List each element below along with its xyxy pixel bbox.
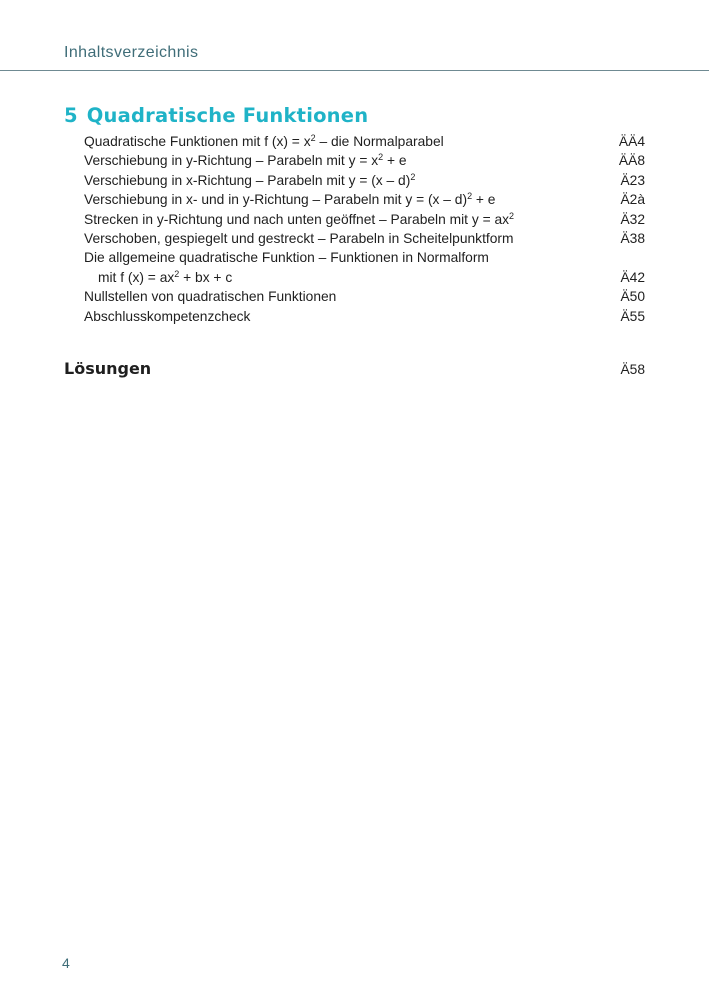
toc-entry[interactable]: [84, 229, 645, 248]
running-head: Inhaltsverzeichnis: [64, 44, 199, 61]
toc-entry-title: Verschiebung in x-Richtung – Parabeln mit y = (x – d)$^2$: [84, 171, 416, 188]
toc-entry[interactable]: [84, 190, 645, 209]
toc-entry-page: Ä23: [620, 172, 645, 188]
toc-list: [84, 132, 645, 326]
toc-entry[interactable]: [84, 248, 645, 267]
toc-entry-title: Verschoben, gespiegelt und gestreckt – Parabeln in Scheitelpunktform: [84, 230, 514, 246]
toc-entry-page: ÄÄ8: [618, 153, 645, 169]
toc-entry-page: Ä32: [620, 211, 645, 227]
solutions-title: Lösungen: [64, 359, 152, 378]
toc-entry[interactable]: [84, 210, 645, 229]
toc-entry-title: Die allgemeine quadratische Funktion – Funktionen in Normalform: [84, 250, 489, 266]
toc-entry[interactable]: [84, 132, 645, 151]
solutions-page: Ä58: [620, 362, 645, 377]
toc-entry[interactable]: [84, 307, 645, 326]
toc-entry-page: Ä42: [620, 269, 645, 285]
toc-entry-title: Strecken in y-Richtung und nach unten geöffnet – Parabeln mit $y = ax^2$: [84, 210, 515, 227]
toc-entry-title: Verschiebung in y-Richtung – Parabeln mit $y = x^2 + e$: [84, 152, 407, 169]
toc-entry[interactable]: [84, 171, 645, 190]
toc-entry-title: mit f $(x) = ax^2$ + bx + c: [98, 268, 233, 285]
chapter-title: Quadratische Funktionen: [86, 104, 369, 127]
toc-entry[interactable]: [84, 151, 645, 170]
toc-entry-title: Abschlusskompetenzcheck: [84, 308, 251, 324]
toc-entry-page: Ä50: [620, 289, 645, 305]
toc-entry-page: ÄÄ4: [618, 134, 645, 149]
toc-entry-title: Nullstellen von quadratischen Funktionen: [84, 289, 337, 305]
toc-entry-page: Ä2à: [620, 192, 645, 208]
solutions-entry[interactable]: [64, 359, 645, 378]
chapter-number: 5: [64, 104, 78, 127]
toc-entry-page: Ä55: [620, 308, 645, 324]
toc-entry-title: Verschiebung in x- und in y-Richtung – Parabeln mit y = (x – d)$^2$ + e: [84, 191, 496, 208]
toc-entry-page: Ä38: [620, 230, 645, 246]
header-rule: [0, 70, 709, 71]
chapter-heading: [64, 104, 368, 127]
page-number: 4: [62, 955, 70, 971]
toc-entry[interactable]: [84, 287, 645, 306]
toc-entry-title: Quadratische Funktionen mit f $(x) = x^2$ – die Normalparabel: [84, 133, 444, 149]
toc-entry[interactable]: [84, 268, 645, 287]
